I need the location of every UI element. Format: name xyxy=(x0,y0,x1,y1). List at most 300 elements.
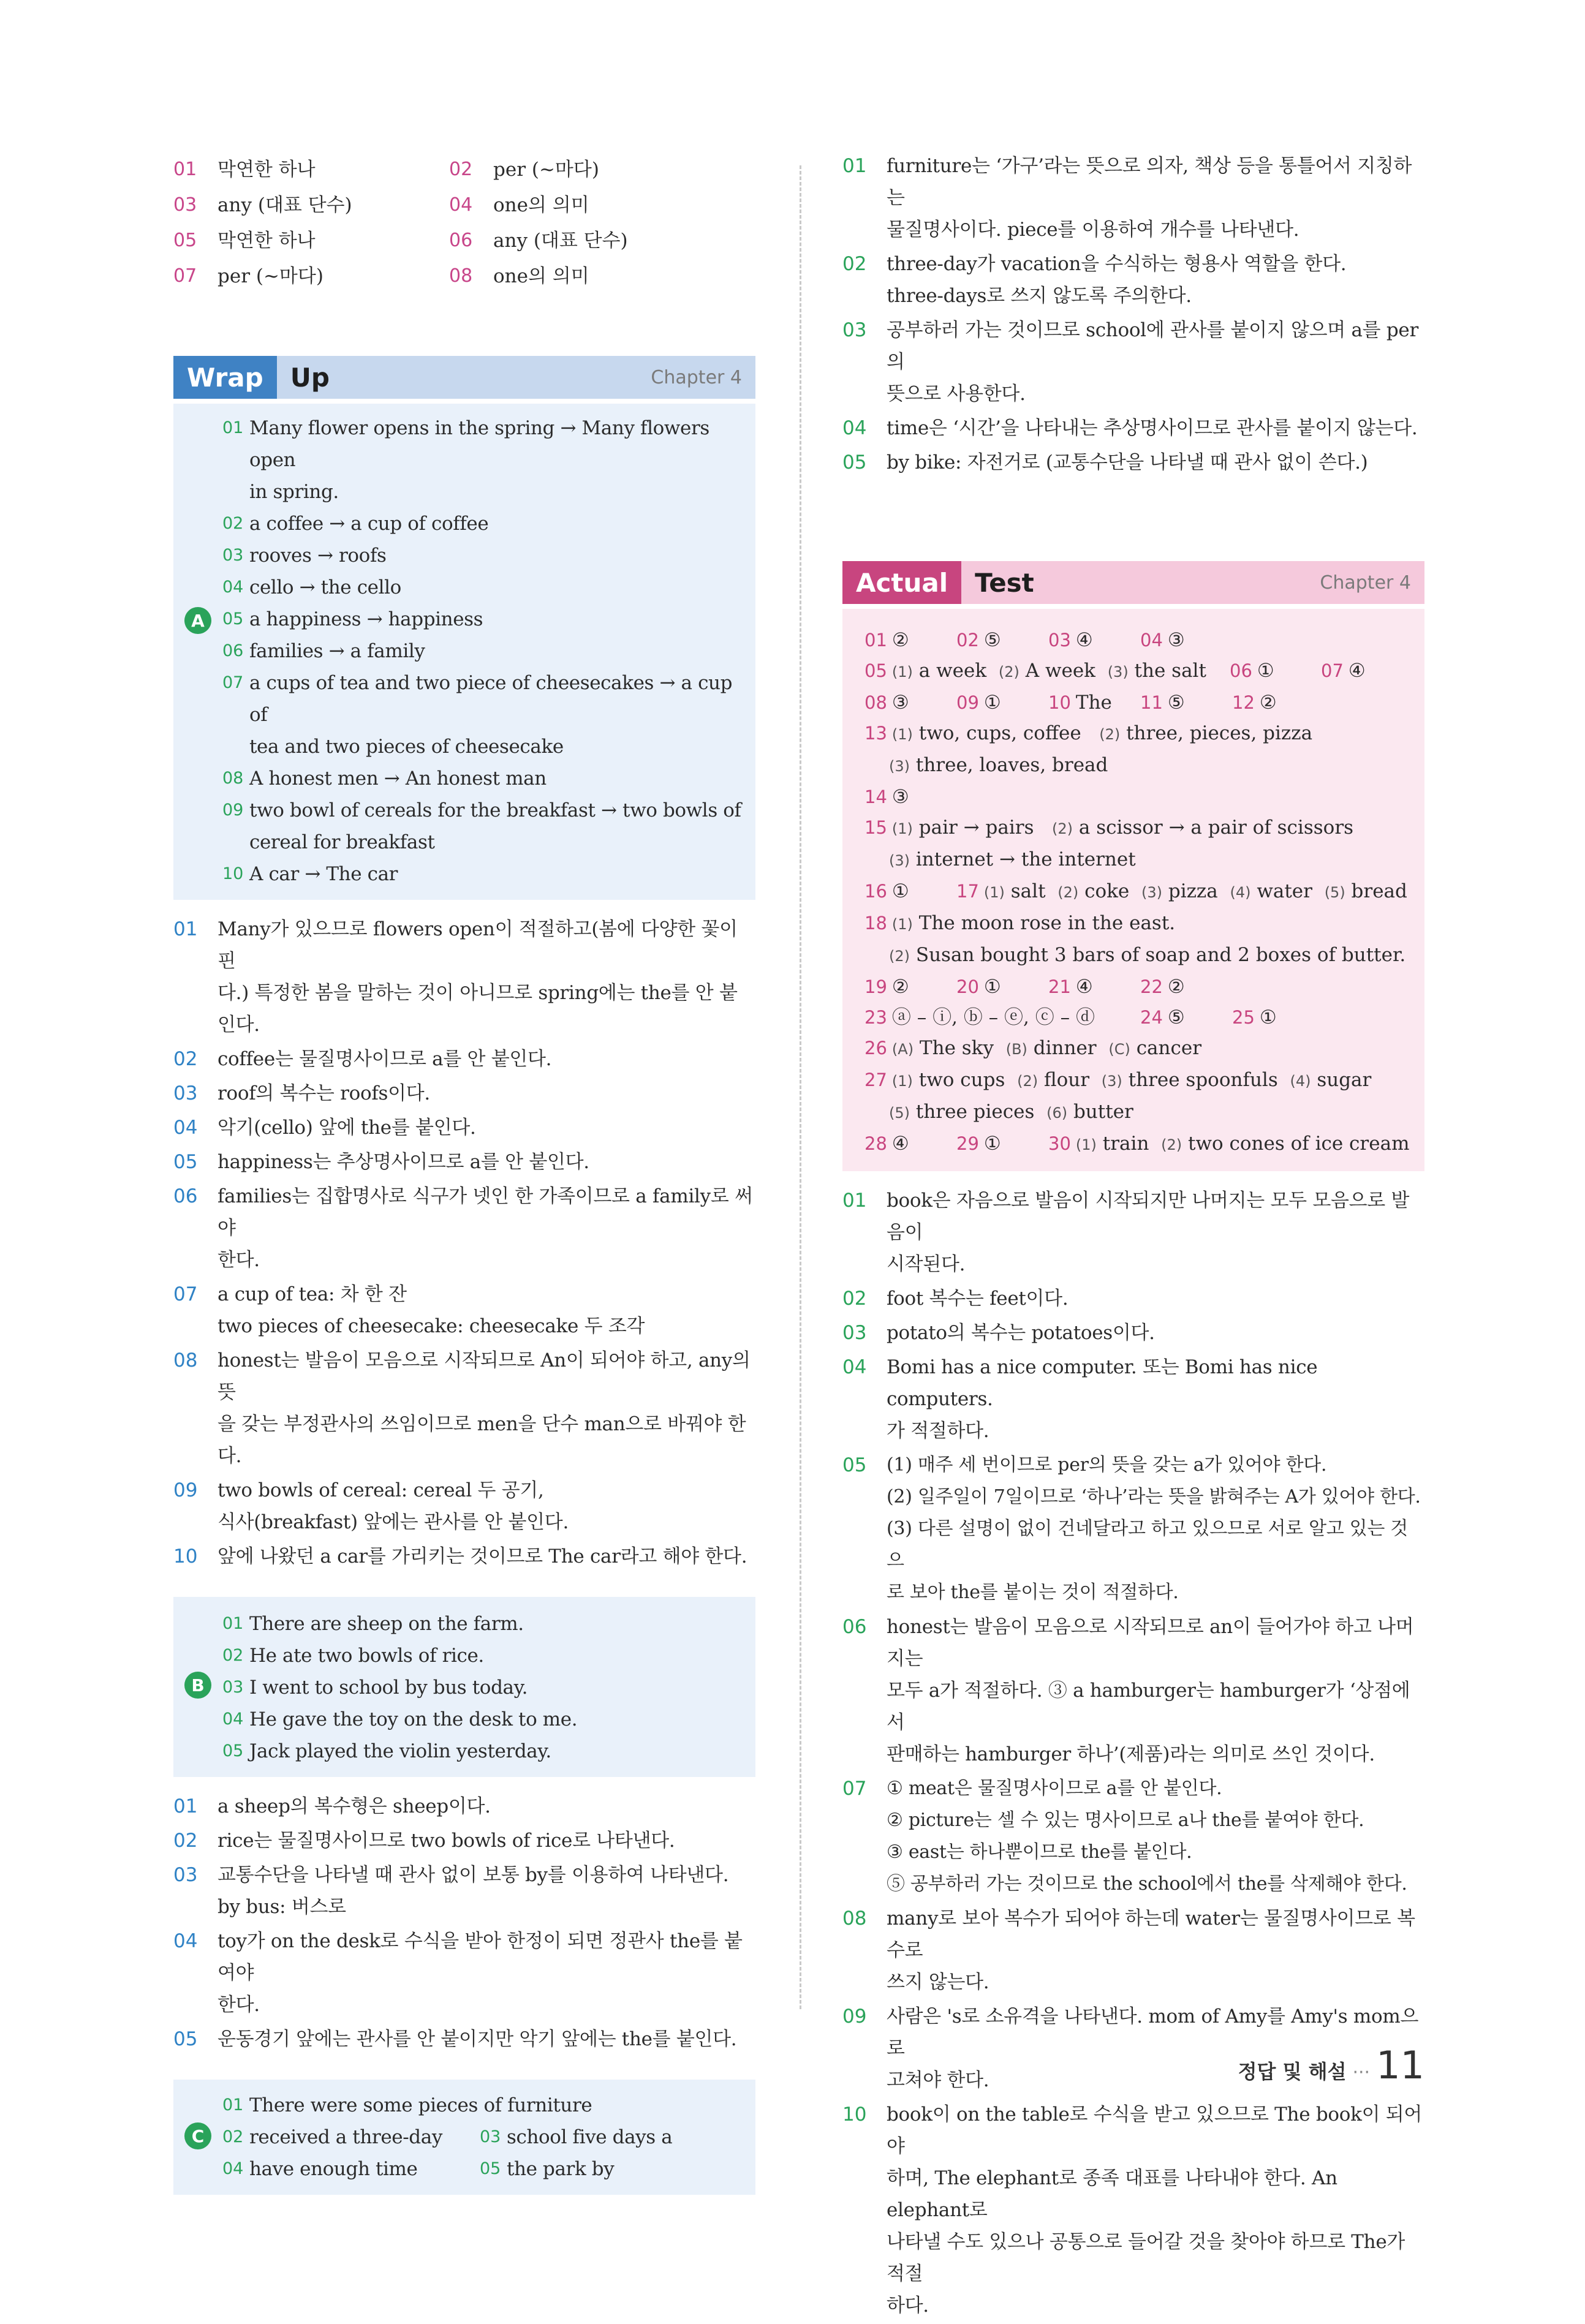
sub-label: (3) xyxy=(889,758,910,775)
explanation-text: book이 on the table로 수식을 받고 있으므로 The book이 되어야 하며, The elephant로 종족 대표를 나타내야 한다. An elephant로 나타낼 수도 있으나 공통으로 들어갈 것을 찾아야 하므로 The가 적절 하다. xyxy=(887,2103,1423,2317)
explanation-item xyxy=(173,1825,755,1857)
item-number: 10 xyxy=(222,864,244,883)
explanation-text: (1) 매주 세 번이므로 per의 뜻을 갖는 a가 있어야 한다. (2) 일주일이 7일이므로 ‘하나’라는 뜻을 밝혀주는 A가 있어야 한다. (3) 다른 설명이 없이 건네달라고 하고 있으므로 서로 알고 있는 것으 로 보아 the를 붙이는 것이 적절하다. xyxy=(887,1454,1421,1603)
explanation-number: 08 xyxy=(842,1907,867,1930)
answer-item xyxy=(449,156,725,183)
answer-row xyxy=(864,687,1412,718)
answer-value: ① xyxy=(983,1133,1001,1155)
answer-value: butter xyxy=(1073,1101,1133,1123)
explanation-item xyxy=(842,314,1424,410)
item-text: the park by xyxy=(507,2158,615,2180)
explanation-text: book은 자음으로 발음이 시작되지만 나머지는 모두 모음으로 발음이 시작된다. xyxy=(887,1190,1410,1275)
answer-number: 01 xyxy=(173,159,197,180)
answer-number: 18 xyxy=(864,913,887,934)
explanation-item xyxy=(842,150,1424,246)
answer-value: three, pieces, pizza xyxy=(1126,722,1313,744)
explanation-text: a sheep의 복수형은 sheep이다. xyxy=(218,1795,491,1817)
list-item xyxy=(222,1735,743,1767)
explanation-item xyxy=(842,1283,1424,1315)
explanation-number: 01 xyxy=(173,1795,198,1817)
explanation-item xyxy=(842,248,1424,312)
explanation-text: a cup of tea: 차 한 잔 two pieces of cheesecake: cheesecake 두 조각 xyxy=(218,1283,645,1337)
item-number: 02 xyxy=(222,1646,244,1665)
explanation-number: 08 xyxy=(173,1349,198,1371)
answer-value: a week xyxy=(918,660,987,682)
list-item xyxy=(222,1672,743,1703)
item-text: a coffee → a cup of coffee xyxy=(249,513,489,535)
item-text: cello → the cello xyxy=(249,576,401,598)
answer-value: cancer xyxy=(1136,1037,1202,1059)
sub-label: (1) xyxy=(891,726,913,743)
item-number: 04 xyxy=(222,578,244,597)
answer-value: The xyxy=(1075,692,1112,714)
explanation-number: 04 xyxy=(173,1117,198,1139)
answer-value: ④ xyxy=(1075,629,1093,651)
explanation-number: 07 xyxy=(842,1778,867,1800)
answer-value: The sky xyxy=(919,1037,994,1059)
section-b-explanations xyxy=(173,1790,755,2055)
answer-value: ⓐ – ⓘ, ⓑ – ⓔ, ⓒ – ⓓ xyxy=(891,1006,1095,1028)
explanation-item xyxy=(842,1449,1424,1609)
list-item xyxy=(222,508,743,540)
footer-dots: ··· xyxy=(1352,2062,1371,2083)
explanation-text: time은 ‘시간’을 나타내는 추상명사이므로 관사를 붙이지 않는다. xyxy=(887,417,1418,439)
explanation-number: 05 xyxy=(173,1151,198,1173)
answer-number: 05 xyxy=(173,230,197,251)
answer-number: 15 xyxy=(864,817,887,838)
sub-label: (4) xyxy=(1230,884,1251,901)
answer-number: 30 xyxy=(1048,1133,1071,1154)
answer-number: 04 xyxy=(1140,630,1163,651)
explanation-item xyxy=(842,1351,1424,1447)
answer-text: any (대표 단수) xyxy=(493,230,628,252)
explanation-text: coffee는 물질명사이므로 a를 안 붙인다. xyxy=(218,1048,552,1070)
explanation-text: many로 보아 복수가 되어야 하는데 water는 물질명사이므로 복수로 쓰지 않는다. xyxy=(887,1907,1415,1993)
wrap-up-word1: Wrap xyxy=(173,356,277,399)
answer-row xyxy=(864,971,1412,1002)
item-text: He gave the toy on the desk to me. xyxy=(249,1708,578,1730)
answer-text: 막연한 하나 xyxy=(218,230,316,252)
sub-label: (A) xyxy=(891,1041,914,1058)
answer-item xyxy=(173,227,449,254)
sub-label: (1) xyxy=(891,1073,913,1090)
explanation-text: 운동경기 앞에는 관사를 안 붙이지만 악기 앞에는 the를 붙인다. xyxy=(218,2028,737,2050)
explanation-number: 04 xyxy=(173,1930,198,1952)
answer-number: 08 xyxy=(449,265,473,287)
explanation-item xyxy=(842,1773,1424,1900)
explanation-item xyxy=(842,2099,1424,2322)
explanation-text: toy가 on the desk로 수식을 받아 한정이 되면 정관사 the를 붙여야 한다. xyxy=(218,1930,743,2016)
explanation-number: 10 xyxy=(173,1545,198,1568)
answer-value: ② xyxy=(891,629,909,651)
explanation-text: by bike: 자전거로 (교통수단을 나타낼 때 관사 없이 쓴다.) xyxy=(887,451,1368,473)
answer-value: ④ xyxy=(1348,660,1366,682)
wrap-up-section-b xyxy=(173,1597,755,1777)
item-number: 05 xyxy=(222,1741,244,1760)
explanation-item xyxy=(842,1903,1424,1998)
list-item xyxy=(222,763,743,794)
item-text: Many flower opens in the spring → Many flowers open in spring. xyxy=(249,417,709,503)
answer-value: two, cups, coffee xyxy=(918,722,1081,744)
explanation-text: honest는 발음이 모음으로 시작되므로 An이 되어야 하고, any의 뜻 을 갖는 부정관사의 쓰임이므로 men을 단수 man으로 바꿔야 한다. xyxy=(218,1349,751,1467)
explanation-number: 01 xyxy=(842,1190,867,1212)
explanation-number: 02 xyxy=(173,1048,198,1070)
sub-label: (2) xyxy=(889,948,910,965)
explanation-item xyxy=(173,1146,755,1178)
section-b-badge: B xyxy=(184,1672,211,1699)
answer-number: 10 xyxy=(1048,692,1071,713)
explanation-number: 02 xyxy=(842,253,867,275)
top-answer-grid xyxy=(173,156,755,290)
answer-number: 26 xyxy=(864,1038,887,1058)
sub-label: (2) xyxy=(1099,726,1121,743)
explanation-text: furniture는 ‘가구’라는 뜻으로 의자, 책상 등을 통틀어서 지칭하는 물질명사이다. piece를 이용하여 개수를 나타낸다. xyxy=(887,155,1412,241)
answer-number: 17 xyxy=(956,881,979,902)
explanation-text: rice는 물질명사이므로 two bowls of rice로 나타낸다. xyxy=(218,1830,675,1852)
item-text: rooves → roofs xyxy=(249,545,387,567)
item-text: A honest men → An honest man xyxy=(249,768,547,790)
actual-test-word1: Actual xyxy=(842,561,961,604)
list-item xyxy=(222,540,743,572)
answer-value: a scissor → a pair of scissors xyxy=(1078,817,1354,839)
answer-row xyxy=(864,655,1412,687)
explanation-item xyxy=(842,1317,1424,1349)
sub-label: (2) xyxy=(1052,820,1073,837)
answer-number: 09 xyxy=(956,692,979,713)
answer-value: ⑤ xyxy=(1167,692,1185,714)
answer-value: ④ xyxy=(1075,976,1093,998)
answer-text: per (~마다) xyxy=(493,159,599,181)
sub-label: (3) xyxy=(1141,884,1162,901)
explanation-text: 공부하러 가는 것이므로 school에 관사를 붙이지 않으며 a를 per의 뜻으로 사용한다. xyxy=(887,319,1418,405)
answer-row xyxy=(864,1002,1412,1033)
explanation-text: Bomi has a nice computer. 또는 Bomi has nice computers. 가 적절하다. xyxy=(887,1356,1318,1442)
answer-value: ① xyxy=(1259,1006,1277,1028)
sub-label: (2) xyxy=(998,663,1019,681)
explanation-text: ① meat은 물질명사이므로 a를 안 붙인다. ② picture는 셀 수 있는 명사이므로 a나 the를 붙여야 한다. ③ east는 하나뿐이므로 the를 붙인다. ⑤ 공부하러 가는 것이므로 the school에서 the를 삭제해야 한다. xyxy=(887,1778,1407,1895)
sub-label: (3) xyxy=(889,852,910,869)
explanation-number: 04 xyxy=(842,1356,867,1378)
answer-number: 06 xyxy=(449,230,473,251)
answer-value: pair → pairs xyxy=(918,817,1034,839)
answer-value: A week xyxy=(1025,660,1095,682)
explanation-text: 교통수단을 나타낼 때 관사 없이 보통 by를 이용하여 나타낸다. by bus: 버스로 xyxy=(218,1864,729,1918)
explanation-number: 09 xyxy=(842,2005,867,2028)
item-number: 09 xyxy=(222,801,244,820)
explanation-number: 05 xyxy=(173,2028,198,2050)
answer-value: three pieces xyxy=(915,1101,1035,1123)
answer-value: ③ xyxy=(1167,629,1185,651)
answer-number: 21 xyxy=(1048,976,1071,997)
item-number: 05 xyxy=(480,2159,501,2178)
answer-row xyxy=(864,812,1412,844)
answer-value: The moon rose in the east. xyxy=(918,912,1176,934)
wrap-up-title xyxy=(277,356,755,399)
answer-row xyxy=(864,750,1412,782)
explanation-text: Many가 있으므로 flowers open이 적절하고(봄에 다양한 꽃이 핀 다.) 특정한 봄을 말하는 것이 아니므로 spring에는 the를 안 붙인다. xyxy=(218,918,738,1036)
list-item xyxy=(222,603,743,635)
explanation-item xyxy=(842,447,1424,478)
explanation-number: 03 xyxy=(173,1082,198,1104)
answer-value: ② xyxy=(1259,692,1277,714)
answer-number: 28 xyxy=(864,1133,887,1154)
list-item xyxy=(222,667,743,763)
explanation-item xyxy=(173,1790,755,1822)
explanation-number: 03 xyxy=(173,1864,198,1886)
item-number: 06 xyxy=(222,641,244,660)
answer-row xyxy=(864,1065,1412,1096)
sub-label: (1) xyxy=(891,916,913,933)
answer-item xyxy=(449,263,725,290)
answer-number: 02 xyxy=(449,159,473,180)
answer-number: 08 xyxy=(864,692,887,713)
answer-number: 07 xyxy=(173,265,197,287)
item-number: 01 xyxy=(222,2096,244,2115)
wrap-up-word2: Up xyxy=(290,362,330,393)
answer-number: 11 xyxy=(1140,692,1163,713)
explanation-number: 03 xyxy=(842,1322,867,1344)
answer-item xyxy=(173,156,449,183)
wrap-up-header xyxy=(173,356,755,399)
answer-text: per (~마다) xyxy=(218,265,323,287)
answer-number: 02 xyxy=(956,630,979,651)
actual-test-answers xyxy=(842,609,1424,1171)
explanation-text: families는 집합명사로 식구가 넷인 한 가족이므로 a family로 써야 한다. xyxy=(218,1185,753,1271)
left-column xyxy=(173,156,755,2195)
actual-test-explanations xyxy=(842,1185,1424,2322)
answer-value: bread xyxy=(1351,880,1407,902)
answer-number: 12 xyxy=(1232,692,1255,713)
sub-label: (B) xyxy=(1005,1041,1027,1058)
answer-value: ① xyxy=(983,976,1001,998)
item-number: 02 xyxy=(222,514,244,533)
answer-value: three, loaves, bread xyxy=(915,754,1108,776)
answer-value: ① xyxy=(891,880,909,902)
explanation-number: 06 xyxy=(842,1616,867,1638)
explanation-text: happiness는 추상명사이므로 a를 안 붙인다. xyxy=(218,1151,589,1173)
item-text: A car → The car xyxy=(249,863,398,885)
answer-number: 25 xyxy=(1232,1007,1255,1028)
answer-row xyxy=(864,782,1412,812)
explanation-item xyxy=(842,412,1424,444)
explanation-number: 02 xyxy=(173,1830,198,1852)
item-text: have enough time xyxy=(249,2158,418,2180)
explanation-number: 04 xyxy=(842,417,867,439)
answer-value: salt xyxy=(1010,880,1046,902)
answer-number: 19 xyxy=(864,976,887,997)
answer-value: three spoonfuls xyxy=(1128,1069,1278,1091)
explanation-text: 악기(cello) 앞에 the를 붙인다. xyxy=(218,1117,476,1139)
answer-text: 막연한 하나 xyxy=(218,159,316,181)
answer-value: ⑤ xyxy=(983,629,1001,651)
answer-value: ③ xyxy=(891,692,909,714)
list-item xyxy=(222,1640,743,1672)
answer-row xyxy=(222,2153,743,2185)
explanation-text: potato의 복수는 potatoes이다. xyxy=(887,1322,1155,1344)
answer-number: 14 xyxy=(864,787,887,807)
answer-value: ② xyxy=(891,976,909,998)
list-item xyxy=(222,858,743,890)
answer-value: two cups xyxy=(918,1069,1005,1091)
item-text: a cups of tea and two piece of cheesecakes → a cup of tea and two pieces of cheesecake xyxy=(249,672,733,758)
explanation-item xyxy=(173,2023,755,2055)
explanation-number: 01 xyxy=(842,155,867,177)
item-number: 01 xyxy=(222,418,244,437)
answer-item xyxy=(449,227,725,254)
answer-row xyxy=(864,718,1412,750)
answer-number: 04 xyxy=(449,194,473,216)
answer-text: any (대표 단수) xyxy=(218,194,352,216)
right-column xyxy=(842,156,1424,2324)
answer-row xyxy=(864,876,1412,908)
list-item xyxy=(222,2153,480,2185)
wrap-up-section-a xyxy=(173,404,755,900)
explanation-text: roof의 복수는 roofs이다. xyxy=(218,1082,430,1104)
list-item xyxy=(222,635,743,667)
actual-test-word2: Test xyxy=(975,567,1034,598)
wrap-up-section-c xyxy=(173,2080,755,2195)
sub-label: (3) xyxy=(1107,663,1129,681)
answer-item xyxy=(173,192,449,219)
explanation-item xyxy=(173,1474,755,1538)
list-item xyxy=(222,2121,480,2153)
answer-number: 29 xyxy=(956,1133,979,1154)
answer-number: 05 xyxy=(864,660,887,681)
sub-label: (1) xyxy=(891,820,913,837)
explanation-text: 사람은 's로 소유격을 나타낸다. mom of Amy를 Amy's mom으로 고쳐야 한다. xyxy=(887,2005,1419,2091)
explanation-text: three-day가 vacation을 수식하는 형용사 역할을 한다. three-days로 쓰지 않도록 주의한다. xyxy=(887,253,1347,307)
explanation-item xyxy=(173,1345,755,1472)
list-item xyxy=(222,2089,743,2121)
item-number: 08 xyxy=(222,769,244,788)
list-item xyxy=(480,2153,737,2185)
answer-number: 07 xyxy=(1321,660,1344,681)
answer-number: 16 xyxy=(864,881,887,902)
list-item xyxy=(222,1703,743,1735)
answer-row xyxy=(864,1128,1412,1160)
answer-value: internet → the internet xyxy=(915,848,1136,870)
section-a-badge: A xyxy=(184,607,211,634)
answer-row xyxy=(864,625,1412,655)
item-number: 01 xyxy=(222,1614,244,1633)
answer-row xyxy=(222,2121,743,2153)
answer-item xyxy=(449,192,725,219)
answer-row xyxy=(864,940,1412,971)
item-number: 03 xyxy=(222,546,244,565)
list-item xyxy=(480,2121,737,2153)
answer-number: 20 xyxy=(956,976,979,997)
explanation-item xyxy=(842,1185,1424,1280)
item-text: There were some pieces of furniture xyxy=(249,2094,592,2116)
explanation-text: foot 복수는 feet이다. xyxy=(887,1288,1069,1310)
item-text: Jack played the violin yesterday. xyxy=(249,1740,551,1762)
answer-number: 23 xyxy=(864,1007,887,1028)
item-number: 03 xyxy=(480,2127,501,2146)
page-footer xyxy=(1238,2043,1424,2088)
list-item xyxy=(222,412,743,508)
list-item xyxy=(222,1608,743,1640)
explanation-text: two bowls of cereal: cereal 두 공기, 식사(breakfast) 앞에는 관사를 안 붙인다. xyxy=(218,1479,569,1533)
answer-value: ② xyxy=(1167,976,1185,998)
item-number: 04 xyxy=(222,2159,244,2178)
explanation-item xyxy=(173,1278,755,1342)
explanation-number: 06 xyxy=(173,1185,198,1207)
answer-number: 13 xyxy=(864,723,887,744)
answer-number: 22 xyxy=(1140,976,1163,997)
explanation-item xyxy=(173,1112,755,1144)
actual-test-title xyxy=(961,561,1424,604)
answer-value: Susan bought 3 bars of soap and 2 boxes of butter. xyxy=(915,944,1406,966)
sub-label: (1) xyxy=(983,884,1005,901)
explanation-number: 02 xyxy=(842,1288,867,1310)
explanation-number: 10 xyxy=(842,2103,867,2126)
explanation-number: 05 xyxy=(842,1454,867,1476)
answer-row xyxy=(864,908,1412,940)
explanation-number: 01 xyxy=(173,918,198,940)
item-number: 02 xyxy=(222,2127,244,2146)
sub-label: (1) xyxy=(891,663,913,681)
section-c-explanations xyxy=(842,150,1424,478)
explanation-number: 09 xyxy=(173,1479,198,1501)
sub-label: (4) xyxy=(1290,1073,1311,1090)
answer-value: train xyxy=(1102,1133,1149,1155)
item-text: He ate two bowls of rice. xyxy=(249,1645,484,1667)
item-text: There are sheep on the farm. xyxy=(249,1613,524,1635)
item-text: received a three-day xyxy=(249,2126,442,2148)
section-a-explanations xyxy=(173,913,755,1572)
answer-number: 27 xyxy=(864,1070,887,1090)
answer-item xyxy=(173,263,449,290)
item-text: two bowl of cereals for the breakfast → two bowls of cereal for breakfast xyxy=(249,799,741,853)
explanation-text: 앞에 나왔던 a car를 가리키는 것이므로 The car라고 해야 한다. xyxy=(218,1545,747,1568)
page-number: 11 xyxy=(1376,2043,1424,2088)
answer-value: ① xyxy=(1257,660,1274,682)
list-item xyxy=(222,572,743,603)
answer-number: 01 xyxy=(864,630,887,651)
answer-value: two cones of ice cream xyxy=(1187,1133,1410,1155)
answer-value: the salt xyxy=(1134,660,1206,682)
actual-test-header xyxy=(842,561,1424,604)
explanation-text: honest는 발음이 모음으로 시작되므로 an이 들어가야 하고 나머지는 모두 a가 적절하다. ③ a hamburger는 hamburger가 ‘상점에서 판매하는 hamburger 하나’(제품)라는 의미로 쓰인 것이다. xyxy=(887,1616,1414,1765)
answer-number: 24 xyxy=(1140,1007,1163,1028)
sub-label: (2) xyxy=(1017,1073,1038,1090)
answer-value: dinner xyxy=(1033,1037,1097,1059)
answer-text: one의 의미 xyxy=(493,265,589,287)
answer-value: ③ xyxy=(891,786,909,808)
actual-test-chapter: Chapter 4 xyxy=(1320,572,1411,594)
answer-value: ⑤ xyxy=(1167,1006,1185,1028)
answer-value: sugar xyxy=(1317,1069,1372,1091)
explanation-item xyxy=(173,1043,755,1075)
explanation-item xyxy=(173,1077,755,1109)
sub-label: (2) xyxy=(1161,1136,1182,1153)
explanation-item xyxy=(173,913,755,1041)
item-number: 05 xyxy=(222,609,244,628)
answer-row xyxy=(864,844,1412,876)
answer-value: coke xyxy=(1084,880,1130,902)
answer-row xyxy=(864,1096,1412,1128)
sub-label: (6) xyxy=(1046,1104,1068,1122)
explanation-number: 07 xyxy=(173,1283,198,1305)
column-divider xyxy=(800,165,801,2009)
wrap-up-chapter: Chapter 4 xyxy=(651,366,742,388)
explanation-item xyxy=(173,1180,755,1276)
answer-value: ① xyxy=(983,692,1001,714)
sub-label: (3) xyxy=(1101,1073,1122,1090)
explanation-item xyxy=(173,1859,755,1923)
answer-number: 03 xyxy=(1048,630,1071,651)
sub-label: (C) xyxy=(1108,1041,1130,1058)
